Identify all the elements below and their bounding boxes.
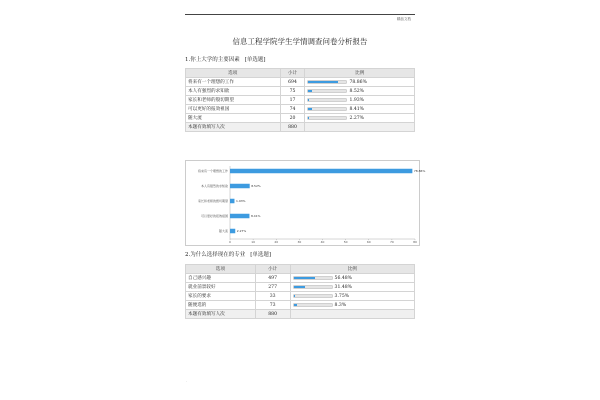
chart-x-tick-label: 40 xyxy=(320,240,325,245)
q2-heading xyxy=(185,250,271,258)
table-row xyxy=(186,105,415,114)
ratio-bar xyxy=(293,294,333,298)
ratio-percent: 8.3% xyxy=(334,302,347,308)
ratio-bar xyxy=(293,303,333,307)
ratio-bar xyxy=(307,98,347,102)
total-row xyxy=(186,310,415,319)
option-label: 将来有一个理想的工作 xyxy=(186,78,281,87)
total-label: 本题有效填写人次 xyxy=(186,123,281,132)
chart-bar xyxy=(230,199,234,204)
ratio-percent: 3.75% xyxy=(334,293,350,299)
chart-data-label: 1.93% xyxy=(235,199,246,204)
option-label: 自己感兴趣 xyxy=(186,274,256,283)
option-ratio xyxy=(290,274,414,283)
q2-col-ratio: 比例 xyxy=(290,265,414,274)
option-label: 就业前景较好 xyxy=(186,283,256,292)
table-row xyxy=(186,114,415,123)
q1-table xyxy=(185,68,415,132)
option-ratio xyxy=(305,114,415,123)
q1-table-body xyxy=(186,78,415,132)
ratio-percent: 2.27% xyxy=(349,115,365,121)
table-row xyxy=(186,87,415,96)
q2-col-option: 选项 xyxy=(186,265,256,274)
option-count: 17 xyxy=(280,96,305,105)
chart-category-label: 家长和老师的殷切期望 xyxy=(197,199,228,204)
q1-col-option: 选项 xyxy=(186,69,281,78)
total-row xyxy=(186,123,415,132)
option-label: 随便选的 xyxy=(186,301,256,310)
ratio-bar xyxy=(307,89,347,93)
q1-col-count: 小计 xyxy=(280,69,305,78)
option-count: 277 xyxy=(255,283,290,292)
table-row xyxy=(186,292,415,301)
ratio-percent: 8.52% xyxy=(349,88,365,94)
option-count: 74 xyxy=(280,105,305,114)
ratio-bar-fill xyxy=(308,117,309,119)
option-count: 75 xyxy=(280,87,305,96)
q1-type-tag: [单选题] xyxy=(244,57,266,63)
ratio-bar xyxy=(307,80,347,84)
chart-bar xyxy=(230,214,249,219)
option-label: 本人有强烈的求知欲 xyxy=(186,87,281,96)
q2-header-row xyxy=(186,265,415,274)
ratio-percent: 31.48% xyxy=(334,284,353,290)
total-label: 本题有效填写人次 xyxy=(186,310,256,319)
option-ratio xyxy=(305,96,415,105)
chart-category-label: 可以更好的报效祖国 xyxy=(200,214,228,219)
chart-x-tick-label: 70 xyxy=(389,240,394,245)
chart-data-label: 78.86% xyxy=(413,169,426,174)
chart-x-tick-label: 10 xyxy=(251,240,256,245)
chart-bar xyxy=(230,169,412,174)
option-ratio xyxy=(290,292,414,301)
chart-data-label: 8.41% xyxy=(250,214,261,219)
q2-type-tag: [单选题] xyxy=(250,252,272,258)
ratio-percent: 78.86% xyxy=(349,79,367,85)
table-row xyxy=(186,274,415,283)
document-title: 信息工程学院学生学情调查问卷分析报告 xyxy=(232,37,368,46)
q1-heading-text: 1.你上大学的主要因素 xyxy=(185,57,240,63)
q1-heading xyxy=(185,55,266,63)
option-ratio xyxy=(290,283,414,292)
ratio-percent: 1.93% xyxy=(349,97,365,103)
chart-x-tick-label: 0 xyxy=(229,240,231,245)
ratio-bar-fill xyxy=(294,286,306,288)
option-count: 497 xyxy=(255,274,290,283)
chart-category-label: 将来有一个理想的工作 xyxy=(197,169,228,174)
ratio-bar-fill xyxy=(308,99,309,101)
option-label: 家长的要求 xyxy=(186,292,256,301)
chart-category-label: 本人有强烈的求知欲 xyxy=(200,184,228,189)
chart-x-tick-label: 80 xyxy=(413,240,417,245)
table-row xyxy=(186,96,415,105)
total-empty xyxy=(290,310,414,319)
option-count: 73 xyxy=(255,301,290,310)
chart-x-tick-label: 20 xyxy=(274,240,279,245)
ratio-bar xyxy=(307,116,347,120)
q2-heading-text: 2.为什么选择现在的专业 xyxy=(185,252,246,258)
q1-chart-svg xyxy=(186,161,426,247)
ratio-bar xyxy=(293,285,333,289)
q1-chart xyxy=(185,160,426,246)
chart-data-label: 8.52% xyxy=(251,184,261,189)
option-ratio xyxy=(290,301,414,310)
header-tag: 精品文档 xyxy=(397,17,411,21)
q1-header-row xyxy=(186,69,415,78)
ratio-bar-fill xyxy=(294,277,315,279)
ratio-bar xyxy=(293,276,333,280)
chart-x-tick-label: 50 xyxy=(343,240,348,245)
total-count: 880 xyxy=(255,310,290,319)
table-row xyxy=(186,301,415,310)
chart-bar xyxy=(230,184,250,189)
chart-data-label: 2.27% xyxy=(236,229,247,234)
q2-table xyxy=(185,264,415,319)
option-ratio xyxy=(305,78,415,87)
option-count: 33 xyxy=(255,292,290,301)
option-count: 20 xyxy=(280,114,305,123)
q1-col-ratio: 比例 xyxy=(305,69,415,78)
option-ratio xyxy=(305,105,415,114)
option-count: 694 xyxy=(280,78,305,87)
ratio-bar-fill xyxy=(308,90,311,92)
q2-table-body xyxy=(186,274,415,319)
ratio-bar-fill xyxy=(294,295,295,297)
header-rule xyxy=(185,14,415,15)
ratio-bar-fill xyxy=(308,81,338,83)
table-row xyxy=(186,283,415,292)
q2-col-count: 小计 xyxy=(255,265,290,274)
option-label: 家长和老师的殷切期望 xyxy=(186,96,281,105)
total-count: 880 xyxy=(280,123,305,132)
option-ratio xyxy=(305,87,415,96)
option-label: 可以更好的报效祖国 xyxy=(186,105,281,114)
chart-x-tick-label: 60 xyxy=(366,240,371,245)
option-label: 随大流 xyxy=(186,114,281,123)
total-empty xyxy=(305,123,415,132)
table-row xyxy=(186,78,415,87)
ratio-bar-fill xyxy=(294,304,297,306)
chart-bar xyxy=(230,229,235,234)
chart-x-tick-label: 30 xyxy=(297,240,302,245)
chart-category-label: 随大流 xyxy=(218,229,228,234)
ratio-percent: 56.48% xyxy=(334,275,353,281)
ratio-bar xyxy=(307,107,347,111)
ratio-percent: 8.41% xyxy=(349,106,365,112)
ratio-bar-fill xyxy=(308,108,311,110)
footer-mark: . xyxy=(186,379,187,383)
